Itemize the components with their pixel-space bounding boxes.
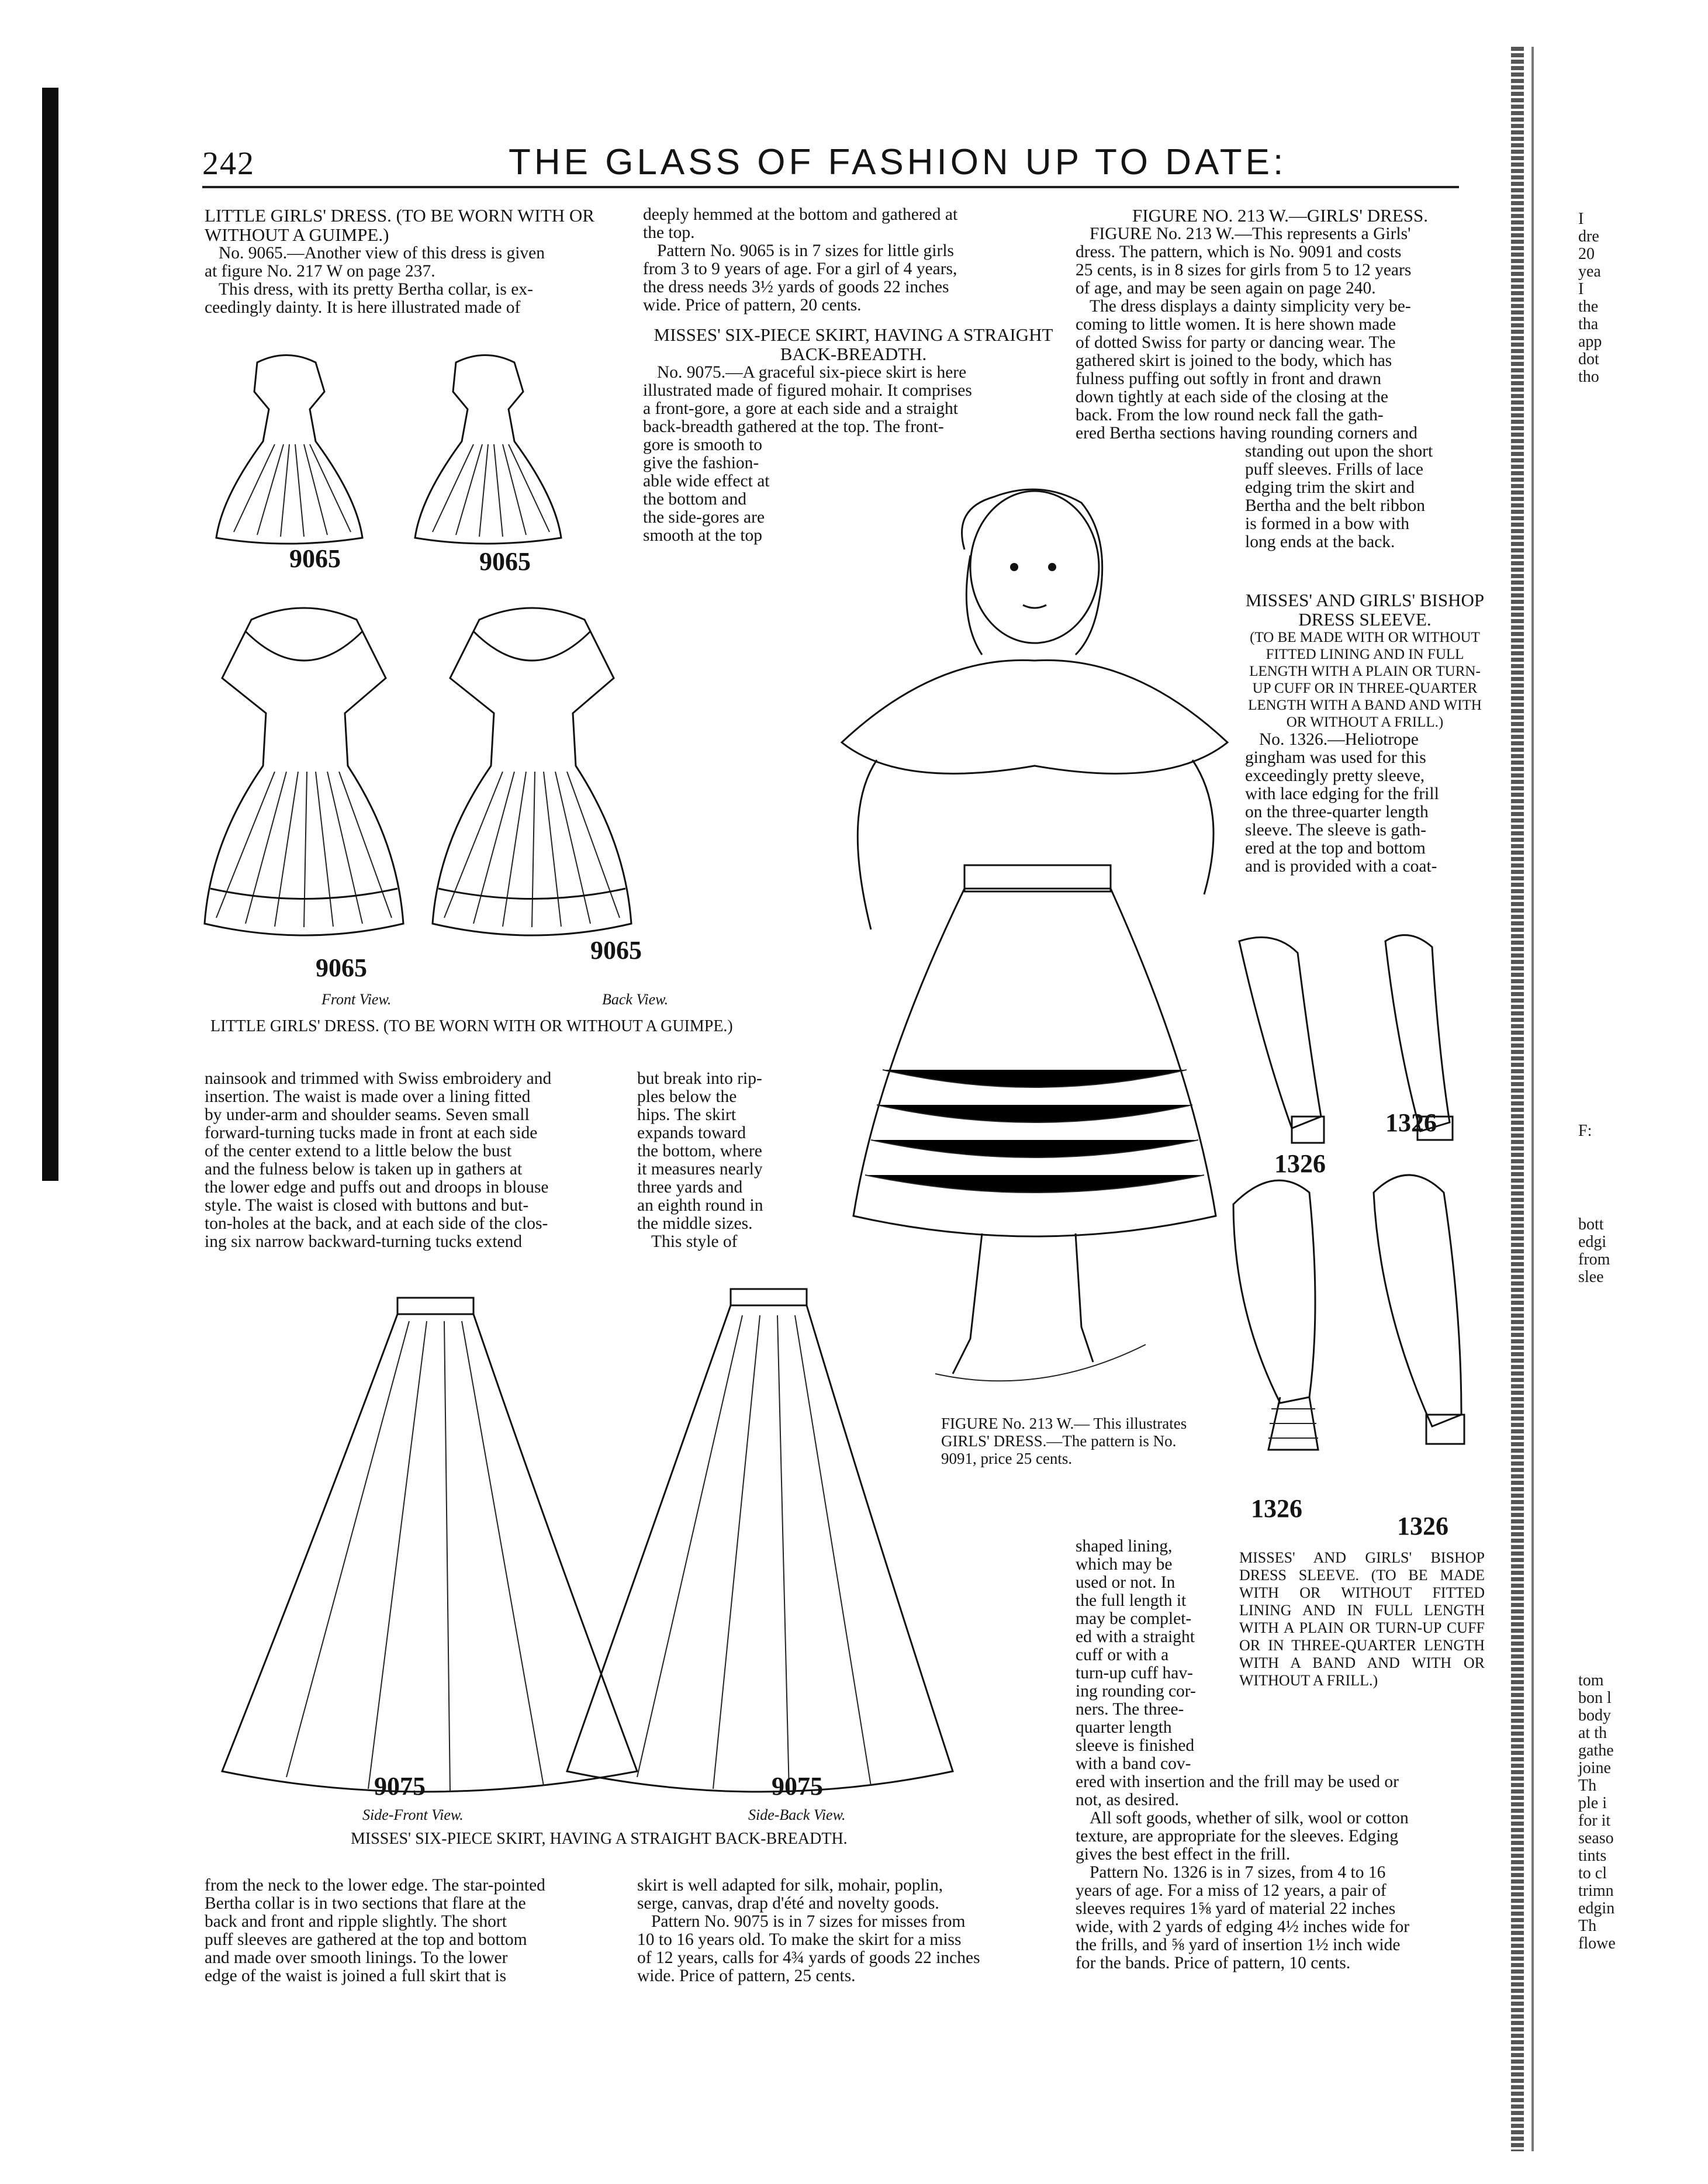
text-line: gingham was used for this <box>1245 748 1426 767</box>
text-line: may be complet- <box>1076 1609 1192 1628</box>
text-line: texture, are appropriate for the sleeves. Edging <box>1076 1827 1399 1846</box>
bishop-sleeve-text <box>1245 590 1485 876</box>
text-line: back. From the low round neck fall the gath- <box>1076 406 1384 424</box>
text-line: gives the best effect in the frill. <box>1076 1845 1291 1864</box>
text-line: long ends at the back. <box>1245 533 1395 551</box>
text-line: gathered skirt is joined to the body, which has <box>1076 351 1392 370</box>
sleeve-figure-caption: MISSES' AND GIRLS' BISHOP DRESS SLEEVE. (TO BE MADE WITH OR WITHOUT FITTED LINING AND IN FULL LENGTH WITH A PLAIN OR TURN-UP CUFF OR IN THREE-QUARTER LENGTH WITH A BAND AND WITH OR WITHOUT A FRILL.) <box>1239 1549 1485 1689</box>
fragment-line: dre <box>1578 227 1599 246</box>
skirt-side-back-figure <box>567 1289 953 1792</box>
page-gutter-line <box>1531 47 1534 2151</box>
skirt-description-continued <box>637 1070 783 1251</box>
pattern-number-label: 1326 <box>1274 1149 1326 1178</box>
text-line: sleeve. The sleeve is gath- <box>1245 821 1426 839</box>
figure-213w-girl-illustration <box>818 485 1239 1409</box>
fragment-line: F: <box>1578 1122 1592 1140</box>
text-line: back and front and ripple slightly. The short <box>205 1912 507 1931</box>
text-line: sleeve is finished <box>1076 1736 1195 1755</box>
adjacent-page-fragment-mid <box>1578 1122 1592 1140</box>
section-heading: MISSES' AND GIRLS' BISHOP DRESS SLEEVE. <box>1245 590 1485 630</box>
fragment-line: the <box>1578 298 1599 316</box>
text-line: with a band cov- <box>1076 1754 1191 1773</box>
text-line: from the neck to the lower edge. The star-pointed <box>205 1876 545 1895</box>
text-line: and the fulness below is taken up in gathers at <box>205 1160 523 1179</box>
text-line: wide, with 2 yards of edging 4½ inches wide for <box>1076 1917 1410 1936</box>
text-line: of 12 years, calls for 4¾ yards of goods 22 inches <box>637 1948 980 1967</box>
text-line: ered Bertha sections having rounding corners and <box>1076 424 1417 443</box>
text-line: an eighth round in <box>637 1196 763 1215</box>
fragment-line: bott <box>1578 1215 1604 1233</box>
fragment-line: tints <box>1578 1847 1607 1865</box>
text-line: is formed in a bow with <box>1245 514 1410 533</box>
text-line: style. The waist is closed with buttons and but- <box>205 1196 529 1215</box>
adjacent-page-fragment-top <box>1578 210 1602 386</box>
pattern-number-label: 1326 <box>1397 1512 1448 1540</box>
fragment-line: tom <box>1578 1671 1604 1689</box>
text-line: the bottom, where <box>637 1142 762 1160</box>
dress-figure-caption: LITTLE GIRLS' DRESS. (TO BE WORN WITH OR WITHOUT A GUIMPE.) <box>210 1017 733 1035</box>
section-heading: MISSES' SIX-PIECE SKIRT, HAVING A STRAIGHT BACK-BREADTH. <box>654 324 1053 364</box>
text-line: the frills, and ⅝ yard of insertion 1½ inch wide <box>1076 1936 1401 1954</box>
fragment-line: tho <box>1578 368 1599 386</box>
text-line: and made over smooth linings. To the lower <box>205 1948 508 1967</box>
text-line: which may be <box>1076 1555 1173 1574</box>
pattern-number-label: 9065 <box>316 953 367 982</box>
text-line: years of age. For a miss of 12 years, a pair of <box>1076 1881 1387 1900</box>
text-line: 10 to 16 years old. To make the skirt for a miss <box>637 1930 962 1949</box>
text-line: Bertha and the belt ribbon <box>1245 496 1426 515</box>
text-line: from 3 to 9 years of age. For a girl of 4 years, <box>643 260 957 278</box>
text-line: puff sleeves. Frills of lace <box>1245 460 1424 479</box>
fragment-line: at th <box>1578 1724 1607 1742</box>
figure-213w-caption: FIGURE No. 213 W.— This illustrates GIRLS' DRESS.—The pattern is No. 9091, price 25 cents. <box>941 1415 1187 1467</box>
pattern-number-label: 9075 <box>772 1772 823 1801</box>
text-line: and is provided with a coat- <box>1245 857 1437 876</box>
text-line: insertion. The waist is made over a lining fitted <box>205 1087 531 1106</box>
text-line: ered with insertion and the frill may be used or <box>1076 1772 1399 1791</box>
skirt-side-front-figure <box>222 1298 637 1792</box>
fragment-line: I <box>1578 210 1584 228</box>
pattern-number-label: 1326 <box>1385 1108 1437 1137</box>
text-line: ing rounding cor- <box>1076 1682 1196 1701</box>
text-line: standing out upon the short <box>1245 442 1433 461</box>
text-line: the top. <box>643 223 695 242</box>
text-line: not, as desired. <box>1076 1791 1179 1809</box>
text-line: puff sleeves are gathered at the top and bottom <box>205 1930 527 1949</box>
page-edge-shadow <box>42 88 58 1181</box>
text-line: of dotted Swiss for party or dancing wear. The <box>1076 333 1396 352</box>
text-line: No. 9065.—Another view of this dress is given <box>219 244 545 262</box>
fragment-line: yea <box>1578 262 1601 281</box>
text-line: with lace edging for the frill <box>1245 785 1439 803</box>
fragment-line: edgin <box>1578 1899 1615 1917</box>
text-line: coming to little women. It is here shown made <box>1076 315 1396 334</box>
text-line: ners. The three- <box>1076 1700 1184 1719</box>
little-girls-dress-end <box>205 1877 614 1985</box>
fragment-line: edgi <box>1578 1233 1607 1251</box>
text-line: a front-gore, a gore at each side and a straight <box>643 399 958 418</box>
fragment-line: slee <box>1578 1268 1604 1286</box>
text-line: used or not. In <box>1076 1573 1175 1592</box>
side-back-view-label: Side-Back View. <box>748 1806 846 1823</box>
text-line: the full length it <box>1076 1591 1187 1610</box>
text-line: on the three-quarter length <box>1245 803 1429 821</box>
text-line: cuff or with a <box>1076 1646 1169 1664</box>
text-line: Pattern No. 9065 is in 7 sizes for little girls <box>657 241 954 260</box>
fragment-line: for it <box>1578 1812 1611 1830</box>
header-rule <box>202 186 1459 188</box>
text-line: ceedingly dainty. It is here illustrated made of <box>205 298 521 317</box>
fragment-line: trimn <box>1578 1882 1614 1900</box>
text-line: The dress displays a dainty simplicity very be- <box>1090 297 1411 316</box>
text-line: All soft goods, whether of silk, wool or cotton <box>1090 1809 1409 1827</box>
text-line: ered at the top and bottom <box>1245 839 1426 858</box>
text-line: This style of <box>651 1232 738 1251</box>
text-line: give the fashion- <box>643 454 759 472</box>
text-line: Bertha collar is in two sections that flare at the <box>205 1894 526 1913</box>
adjacent-page-fragment-mid2 <box>1578 1216 1610 1286</box>
text-line: of the center extend to a little below the bust <box>205 1142 512 1160</box>
fragment-line: 20 <box>1578 245 1595 263</box>
text-line: fulness puffing out softly in front and drawn <box>1076 369 1382 388</box>
fragment-line: I <box>1578 280 1584 298</box>
text-line: the side-gores are <box>643 508 765 527</box>
text-line: wide. Price of pattern, 25 cents. <box>637 1967 856 1985</box>
text-line: down tightly at each side of the closing at the <box>1076 388 1388 406</box>
skirt-9075-illustrations <box>216 1286 953 1801</box>
text-line: able wide effect at <box>643 472 770 490</box>
fragment-line: joine <box>1578 1759 1611 1777</box>
section-subheading: (TO BE MADE WITH OR WITHOUT FITTED LINING AND IN FULL LENGTH WITH A PLAIN OR TURN-UP CUFF OR IN THREE-QUARTER LENGTH WITH A BAND AND WITH OR WITHOUT A FRILL.) <box>1248 630 1482 730</box>
text-line: Pattern No. 1326 is in 7 sizes, from 4 to 16 <box>1090 1863 1386 1882</box>
text-line: expands toward <box>637 1124 746 1142</box>
text-line: serge, canvas, drap d'été and novelty goods. <box>637 1894 939 1913</box>
pattern-number-label: 9065 <box>590 936 642 965</box>
text-line: at figure No. 217 W on page 237. <box>205 262 435 281</box>
fragment-line: bon l <box>1578 1689 1612 1707</box>
little-girls-dress-continued <box>205 1070 614 1251</box>
dress-small-front-figure <box>216 355 362 544</box>
back-view-label: Back View. <box>602 991 669 1008</box>
text-line: the bottom and <box>643 490 746 509</box>
text-line: turn-up cuff hav- <box>1076 1664 1193 1682</box>
text-line: dress. The pattern, which is No. 9091 and costs <box>1076 243 1402 261</box>
fragment-line: Th <box>1578 1917 1597 1935</box>
text-line: skirt is well adapted for silk, mohair, poplin, <box>637 1876 943 1895</box>
fragment-line: app <box>1578 333 1602 351</box>
fragment-line: dot <box>1578 350 1599 368</box>
adjacent-page-fragment-bottom <box>1578 1672 1616 1953</box>
text-line: No. 9075.—A graceful six-piece skirt is here <box>657 363 967 382</box>
text-line: hips. The skirt <box>637 1105 737 1124</box>
text-line: sleeves requires 1⅝ yard of material 22 inches <box>1076 1899 1396 1918</box>
text-line: wide. Price of pattern, 20 cents. <box>643 296 862 315</box>
text-line: ed with a straight <box>1076 1627 1195 1646</box>
fragment-line: gathe <box>1578 1741 1614 1760</box>
text-line: back-breadth gathered at the top. The front- <box>643 417 944 436</box>
fragment-line: from <box>1578 1250 1610 1269</box>
text-line: it measures nearly <box>637 1160 763 1179</box>
text-line: FIGURE No. 213 W.—This represents a Girls' <box>1090 224 1411 243</box>
text-line: by under-arm and shoulder seams. Seven small <box>205 1105 530 1124</box>
section-heading: LITTLE GIRLS' DRESS. (TO BE WORN WITH OR WITHOUT A GUIMPE.) <box>205 205 594 245</box>
text-line: ples below the <box>637 1087 737 1106</box>
text-line: ing six narrow backward-turning tucks extend <box>205 1232 523 1251</box>
front-view-label: Front View. <box>321 991 392 1008</box>
text-line: edge of the waist is joined a full skirt that is <box>205 1967 507 1985</box>
text-line: nainsook and trimmed with Swiss embroidery and <box>205 1069 552 1088</box>
text-line: gore is smooth to <box>643 436 763 454</box>
text-line: but break into rip- <box>637 1069 762 1088</box>
text-line: the lower edge and puffs out and droops in blouse <box>205 1178 549 1197</box>
text-line: smooth at the top <box>643 526 763 545</box>
pattern-number-label: 9075 <box>374 1772 426 1801</box>
text-line: exceedingly pretty sleeve, <box>1245 766 1425 785</box>
skirt-pattern-end <box>637 1877 1058 1985</box>
text-line: No. 1326.—Heliotrope <box>1259 730 1419 749</box>
fragment-line: tha <box>1578 315 1599 333</box>
section-heading: FIGURE NO. 213 W.—GIRLS' DRESS. <box>1132 205 1428 226</box>
text-line: shaped lining, <box>1076 1537 1173 1556</box>
text-line: deeply hemmed at the bottom and gathered at <box>643 205 958 224</box>
dress-small-back-figure <box>415 355 561 544</box>
text-line: ton-holes at the back, and at each side of the clos- <box>205 1214 548 1233</box>
sleeve-1326-illustrations <box>1216 929 1520 1526</box>
fragment-line: to cl <box>1578 1864 1607 1882</box>
text-line: Pattern No. 9075 is in 7 sizes for misses from <box>651 1912 966 1931</box>
fragment-line: flowe <box>1578 1934 1616 1953</box>
dress-large-front-figure <box>205 608 403 935</box>
text-line: This dress, with its pretty Bertha collar, is ex- <box>219 280 533 299</box>
fragment-line: Th <box>1578 1777 1597 1795</box>
pattern-number-label: 9065 <box>479 547 531 576</box>
pattern-number-label: 9065 <box>289 544 341 573</box>
text-line: 25 cents, is in 8 sizes for girls from 5 to 12 years <box>1076 261 1412 279</box>
text-line: forward-turning tucks made in front at each side <box>205 1124 538 1142</box>
text-line: quarter length <box>1076 1718 1172 1737</box>
text-line: illustrated made of figured mohair. It comprises <box>643 381 972 400</box>
fragment-line: ple i <box>1578 1794 1607 1812</box>
text-line: the dress needs 3½ yards of goods 22 inches <box>643 278 949 296</box>
fragment-line: seaso <box>1578 1829 1614 1847</box>
sleeve-description-continued <box>1076 1537 1485 1972</box>
little-girls-dress-intro <box>205 206 620 317</box>
dress-large-back-figure <box>433 608 631 935</box>
text-line: three yards and <box>637 1178 743 1197</box>
text-line: of age, and may be seen again on page 240. <box>1076 279 1376 298</box>
skirt-figure-caption: MISSES' SIX-PIECE SKIRT, HAVING A STRAIGHT BACK-BREADTH. <box>351 1830 848 1848</box>
running-title: THE GLASS OF FASHION UP TO DATE: <box>509 142 1287 182</box>
text-line: edging trim the skirt and <box>1245 478 1415 497</box>
fragment-line: body <box>1578 1706 1611 1725</box>
pattern-number-label: 1326 <box>1251 1494 1302 1523</box>
side-front-view-label: Side-Front View. <box>362 1806 464 1823</box>
text-line: the middle sizes. <box>637 1214 753 1233</box>
dress-9065-illustrations <box>222 345 643 1023</box>
page-number: 242 <box>202 146 255 182</box>
text-line: for the bands. Price of pattern, 10 cents. <box>1076 1954 1351 1972</box>
